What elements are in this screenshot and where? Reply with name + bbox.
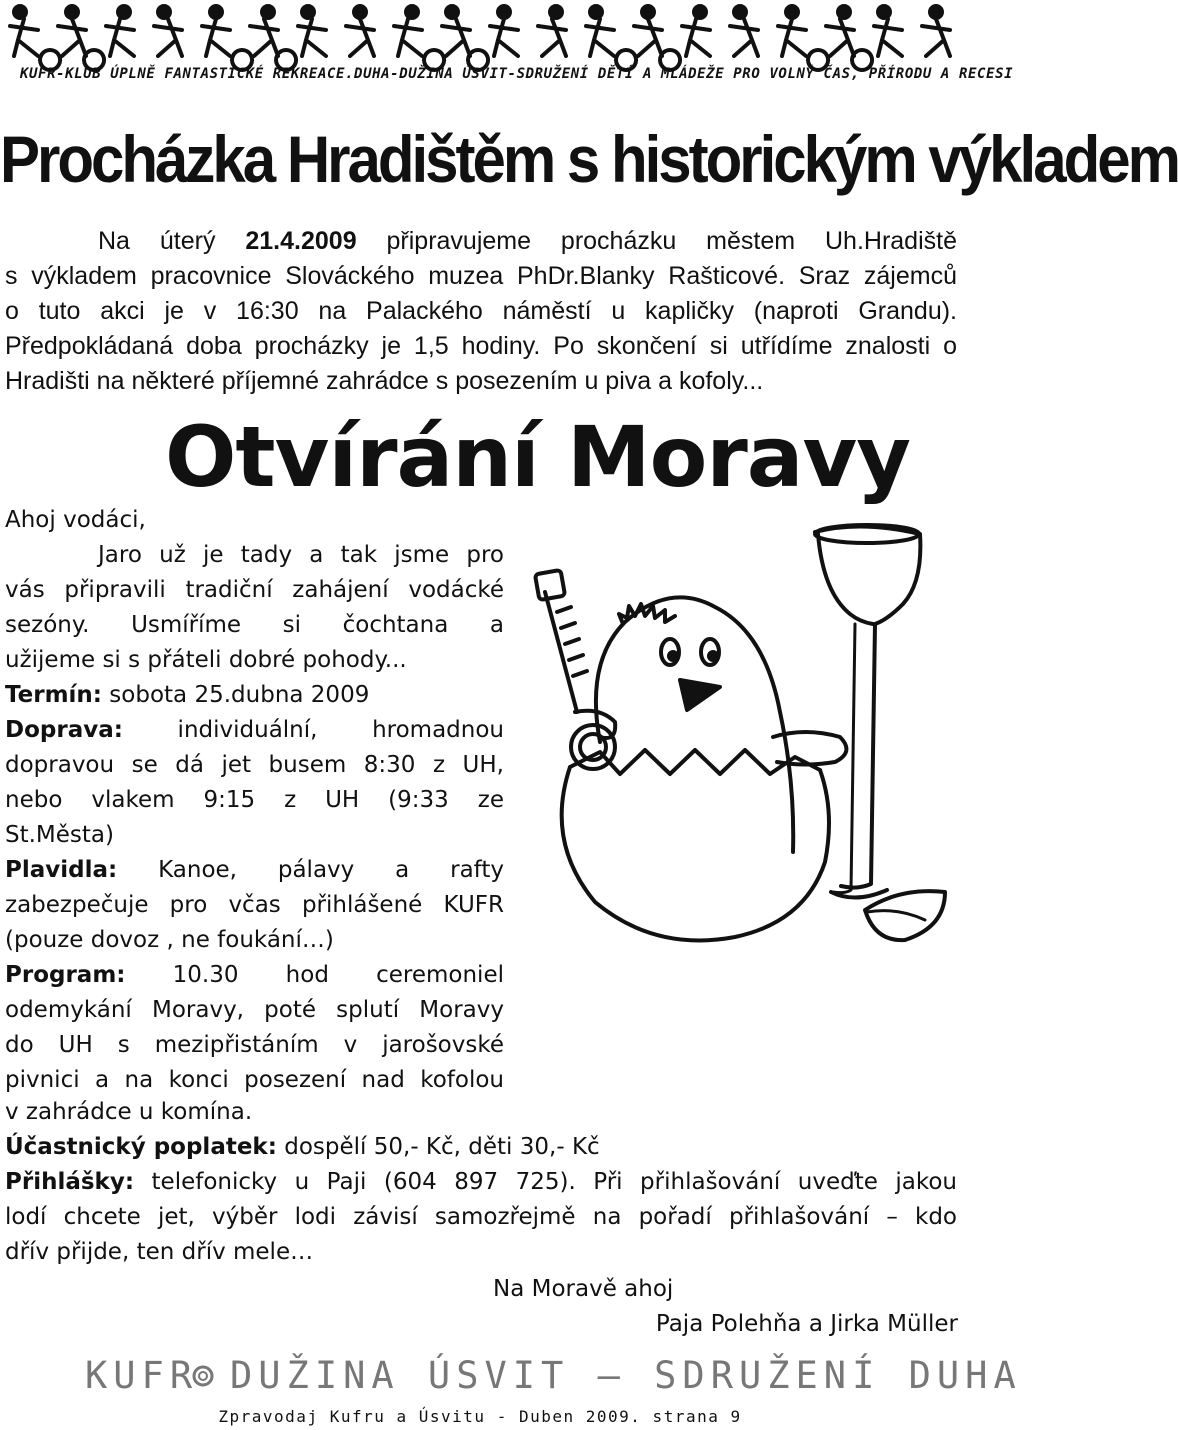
doprava-line: St.Města) [5, 822, 114, 848]
sports-figure-icon [298, 6, 326, 56]
sports-figure-icon [538, 6, 566, 56]
prihlasky-line: dřív přijde, ten dřív mele… [5, 1239, 314, 1265]
sports-figure-icon [106, 6, 134, 56]
closing-greeting: Na Moravě ahoj [493, 1276, 674, 1302]
article-moravia-bottom [5, 1095, 957, 1270]
program-label: Program: [5, 962, 126, 988]
program-line: Program: 10.30 hod ceremoniel [5, 962, 504, 988]
program-line: odemykání Moravy, poté splutí Moravy [5, 997, 504, 1023]
termin-line: Termín: sobota 25.dubna 2009 [5, 682, 370, 708]
doprava-line: Doprava: individuální, hromadnou [5, 717, 504, 743]
program-line: v zahrádce u komína. [5, 1099, 253, 1125]
article-title-walk: Procházka Hradištěm s historickým výkladem [0, 122, 1178, 197]
sports-figure-icon [874, 6, 902, 56]
sports-figure-icon [202, 6, 230, 56]
plavidla-line: (pouze dovoz , ne foukání…) [5, 927, 334, 953]
poplatek-label: Účastnický poplatek: [5, 1134, 277, 1160]
article-walk-line-2: s výkladem pracovnice Slováckého muzea PhDr.Blanky Rašticové. Sraz zájemců [5, 262, 957, 290]
doprava-line: dopravou se dá jet busem 8:30 z UH, [5, 752, 504, 778]
sports-figure-icon [586, 6, 614, 56]
intro-line: vás připravili tradiční zahájení vodácké [5, 577, 504, 603]
greeting: Ahoj vodáci, [5, 507, 146, 533]
prihlasky-line: Přihlášky: telefonicky u Paji (604 897 725). Při přihlašování uveďte jakou [5, 1169, 957, 1195]
chick-in-eggshell-with-key-and-wineglass-icon [505, 512, 960, 942]
article-walk-line-5: Hradišti na některé příjemné zahrádce s posezením u piva a kofoly... [5, 367, 764, 395]
article-title-moravia: Otvírání Moravy [165, 408, 910, 506]
doprava-label: Doprava: [5, 717, 123, 743]
termin-label: Termín: [5, 682, 102, 708]
program-line: pivnici a na konci posezení nad kofolou [5, 1067, 504, 1093]
sports-figure-icon [730, 6, 758, 56]
prihlasky-label: Přihlášky: [5, 1169, 135, 1195]
sports-figure-icon [808, 6, 872, 70]
footer-logo [85, 1352, 1022, 1397]
prihlasky-line: lodí chcete jet, výběr lodi závisí samozřejmě na pořadí přihlašování – kdo [5, 1204, 957, 1230]
event-date: 21.4.2009 [245, 227, 357, 255]
doprava-line: nebo vlakem 9:15 z UH (9:33 ze [5, 787, 504, 813]
footer-logo-left: KUFR [85, 1354, 199, 1397]
sports-figure-icon [154, 6, 182, 56]
signature: Paja Polehňa a Jirka Müller [655, 1311, 958, 1337]
plavidla-line: zabezpečuje pro včas přihlášené KUFR [5, 892, 504, 918]
intro-line: sezóny. Usmíříme si čochtana a [5, 612, 504, 638]
intro-line: užijeme si s přáteli dobré pohody... [5, 647, 407, 673]
sports-figures-strip-icon [0, 0, 960, 72]
article-walk-body [5, 224, 957, 399]
article-walk-line-3: o tuto akci je v 16:30 na Palackého náměstí u kapličky (naproti Grandu). [5, 297, 957, 325]
sports-figure-icon [424, 6, 488, 70]
plavidla-line: Plavidla: Kanoe, pálavy a rafty [5, 857, 504, 883]
intro-line: Jaro už je tady a tak jsme pro [98, 542, 504, 568]
sports-figure-icon [40, 6, 104, 70]
sports-figure-icon [682, 6, 710, 56]
article-walk-line-4: Předpokládaná doba procházky je 1,5 hodiny. Po skončení si utřídíme znalosti o [5, 332, 957, 360]
footer-page-line: Zpravodaj Kufru a Úsvitu - Duben 2009. strana 9 [218, 1407, 742, 1426]
program-line: do UH s mezipřistáním v jarošovské [5, 1032, 504, 1058]
article-walk-line-1: Na úterý 21.4.2009 připravujeme procházku městem Uh.Hradiště [98, 227, 957, 255]
article-moravia-left-column [5, 538, 504, 1098]
sports-figure-icon [490, 6, 518, 56]
poplatek-line: Účastnický poplatek: dospělí 50,- Kč, děti 30,- Kč [5, 1134, 600, 1160]
sports-figure-icon [778, 6, 806, 56]
sports-figure-icon [232, 6, 296, 70]
sports-figure-icon [346, 6, 374, 56]
header-motto: KUFR-KLUB ÚPLNĚ FANTASTICKÉ REKREACE.DUHA-DUŽINA ÚSVIT-SDRUŽENÍ DĚTÍ A MLÁDEŽE PRO VOLNÝ ČAS, PŘÍRODU A RECESI [20, 66, 1014, 82]
sports-figure-icon [616, 6, 680, 70]
sports-figure-icon [922, 6, 950, 56]
footer-logo-right: DUŽINA ÚSVIT – SDRUŽENÍ DUHA [230, 1354, 1022, 1397]
sports-figure-icon [394, 6, 422, 56]
plavidla-label: Plavidla: [5, 857, 118, 883]
sports-figure-icon [10, 6, 38, 56]
